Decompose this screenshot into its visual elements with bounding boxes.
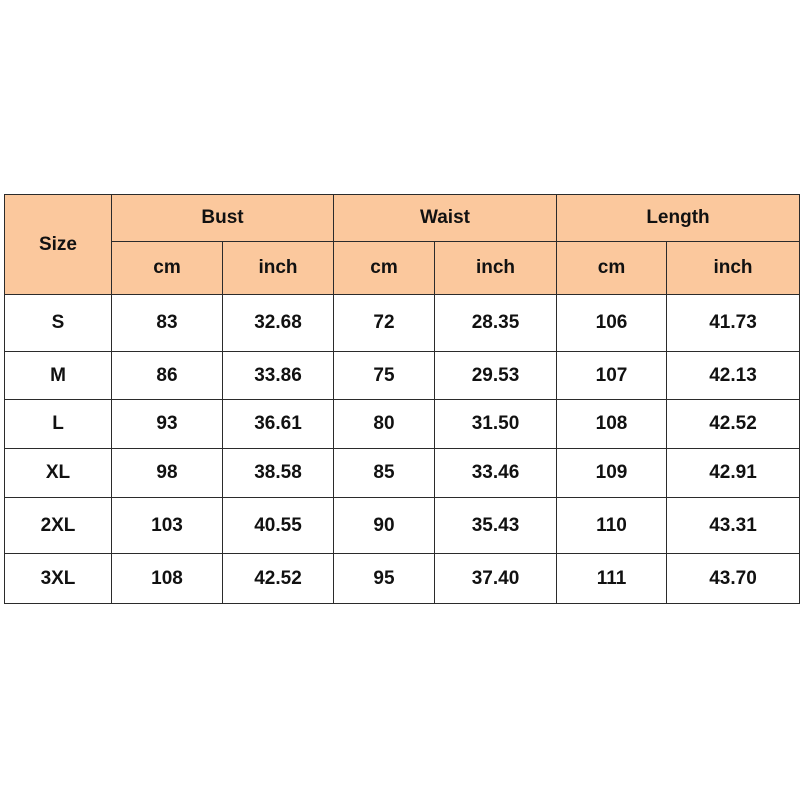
waist-inch-header: inch — [435, 242, 557, 295]
size-chart-table — [4, 194, 800, 604]
table-row — [5, 295, 800, 352]
bust-inch-cell: 36.61 — [223, 400, 334, 449]
header-row-units — [5, 242, 800, 295]
bust-cm-cell: 86 — [112, 352, 223, 400]
table-row — [5, 352, 800, 400]
size-cell: 3XL — [5, 554, 112, 604]
bust-cm-cell: 98 — [112, 449, 223, 498]
length-cm-cell: 110 — [557, 498, 667, 554]
bust-inch-header: inch — [223, 242, 334, 295]
waist-cm-cell: 75 — [334, 352, 435, 400]
waist-cm-cell: 85 — [334, 449, 435, 498]
table-row — [5, 554, 800, 604]
length-inch-cell: 41.73 — [667, 295, 800, 352]
bust-cm-cell: 103 — [112, 498, 223, 554]
bust-inch-cell: 33.86 — [223, 352, 334, 400]
bust-inch-cell: 32.68 — [223, 295, 334, 352]
bust-cm-cell: 83 — [112, 295, 223, 352]
size-cell: S — [5, 295, 112, 352]
size-cell: 2XL — [5, 498, 112, 554]
waist-inch-cell: 31.50 — [435, 400, 557, 449]
length-inch-cell: 42.52 — [667, 400, 800, 449]
waist-cm-cell: 95 — [334, 554, 435, 604]
bust-inch-cell: 38.58 — [223, 449, 334, 498]
waist-cm-header: cm — [334, 242, 435, 295]
waist-inch-cell: 33.46 — [435, 449, 557, 498]
table-row — [5, 498, 800, 554]
length-cm-cell: 111 — [557, 554, 667, 604]
bust-header: Bust — [112, 195, 334, 242]
waist-header: Waist — [334, 195, 557, 242]
bust-cm-header: cm — [112, 242, 223, 295]
table-row — [5, 449, 800, 498]
size-cell: L — [5, 400, 112, 449]
length-inch-cell: 42.91 — [667, 449, 800, 498]
waist-inch-cell: 29.53 — [435, 352, 557, 400]
length-cm-header: cm — [557, 242, 667, 295]
bust-inch-cell: 42.52 — [223, 554, 334, 604]
length-cm-cell: 107 — [557, 352, 667, 400]
waist-inch-cell: 35.43 — [435, 498, 557, 554]
size-cell: XL — [5, 449, 112, 498]
bust-cm-cell: 93 — [112, 400, 223, 449]
length-inch-cell: 43.70 — [667, 554, 800, 604]
header-row-groups — [5, 195, 800, 242]
length-inch-cell: 43.31 — [667, 498, 800, 554]
length-cm-cell: 106 — [557, 295, 667, 352]
waist-cm-cell: 90 — [334, 498, 435, 554]
length-header: Length — [557, 195, 800, 242]
length-cm-cell: 109 — [557, 449, 667, 498]
size-cell: M — [5, 352, 112, 400]
waist-inch-cell: 28.35 — [435, 295, 557, 352]
length-inch-header: inch — [667, 242, 800, 295]
bust-cm-cell: 108 — [112, 554, 223, 604]
length-cm-cell: 108 — [557, 400, 667, 449]
waist-cm-cell: 80 — [334, 400, 435, 449]
waist-cm-cell: 72 — [334, 295, 435, 352]
waist-inch-cell: 37.40 — [435, 554, 557, 604]
bust-inch-cell: 40.55 — [223, 498, 334, 554]
length-inch-cell: 42.13 — [667, 352, 800, 400]
size-header: Size — [5, 195, 112, 295]
table-row — [5, 400, 800, 449]
